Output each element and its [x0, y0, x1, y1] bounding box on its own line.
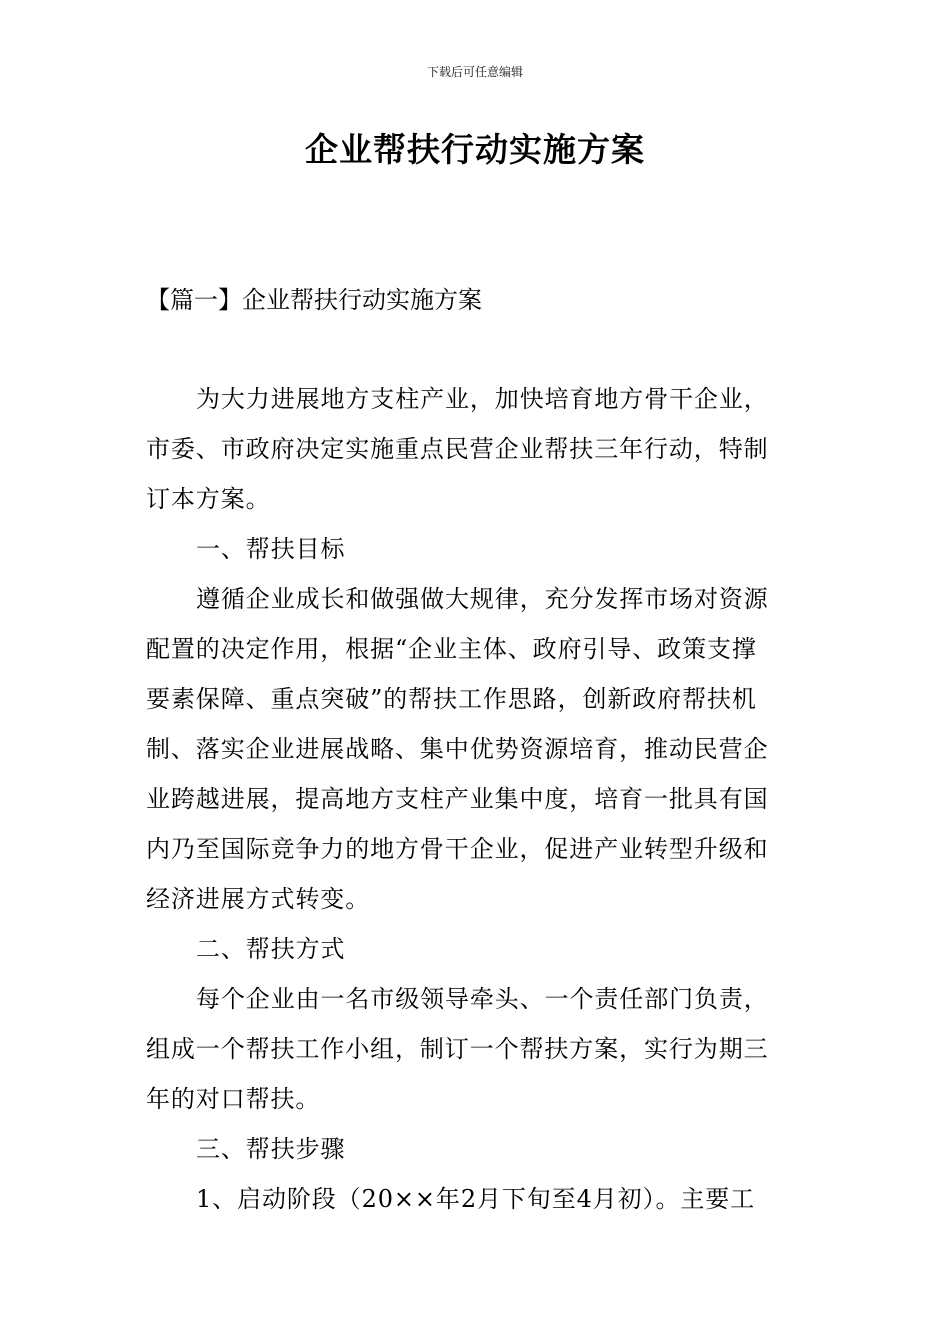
- subheading-methods: 二、帮扶方式: [196, 935, 346, 963]
- paragraph-line: 制、落实企业进展战略、集中优势资源培育，推动民营企: [146, 735, 769, 763]
- paragraph-line: 为大力进展地方支柱产业，加快培育地方骨干企业，: [196, 385, 769, 413]
- paragraph-line: 1、启动阶段（20××年2月下旬至4月初）。主要工: [196, 1185, 756, 1213]
- paragraph-line: 组成一个帮扶工作小组，制订一个帮扶方案，实行为期三: [146, 1035, 769, 1063]
- paragraph-line: 每个企业由一名市级领导牵头、一个责任部门负责，: [196, 985, 769, 1013]
- paragraph-line: 经济进展方式转变。: [146, 885, 371, 913]
- paragraph-line: 业跨越进展，提高地方支柱产业集中度，培育一批具有国: [146, 785, 769, 813]
- paragraph-line: 配置的决定作用，根据“企业主体、政府引导、政策支撑: [146, 635, 757, 663]
- section-heading: 【篇一】企业帮扶行动实施方案: [146, 286, 482, 314]
- document-title: 企业帮扶行动实施方案: [305, 130, 645, 169]
- paragraph-line: 市委、市政府决定实施重点民营企业帮扶三年行动，特制: [146, 435, 769, 463]
- subheading-goals: 一、帮扶目标: [196, 535, 346, 563]
- paragraph-line: 要素保障、重点突破”的帮扶工作思路，创新政府帮扶机: [146, 685, 757, 713]
- subheading-steps: 三、帮扶步骤: [196, 1135, 346, 1163]
- paragraph-line: 年的对口帮扶。: [146, 1085, 321, 1113]
- paragraph-line: 遵循企业成长和做强做大规律，充分发挥市场对资源: [196, 585, 769, 613]
- header-note: 下载后可任意编辑: [426, 65, 523, 79]
- paragraph-line: 内乃至国际竞争力的地方骨干企业，促进产业转型升级和: [146, 835, 769, 863]
- paragraph-line: 订本方案。: [146, 485, 271, 513]
